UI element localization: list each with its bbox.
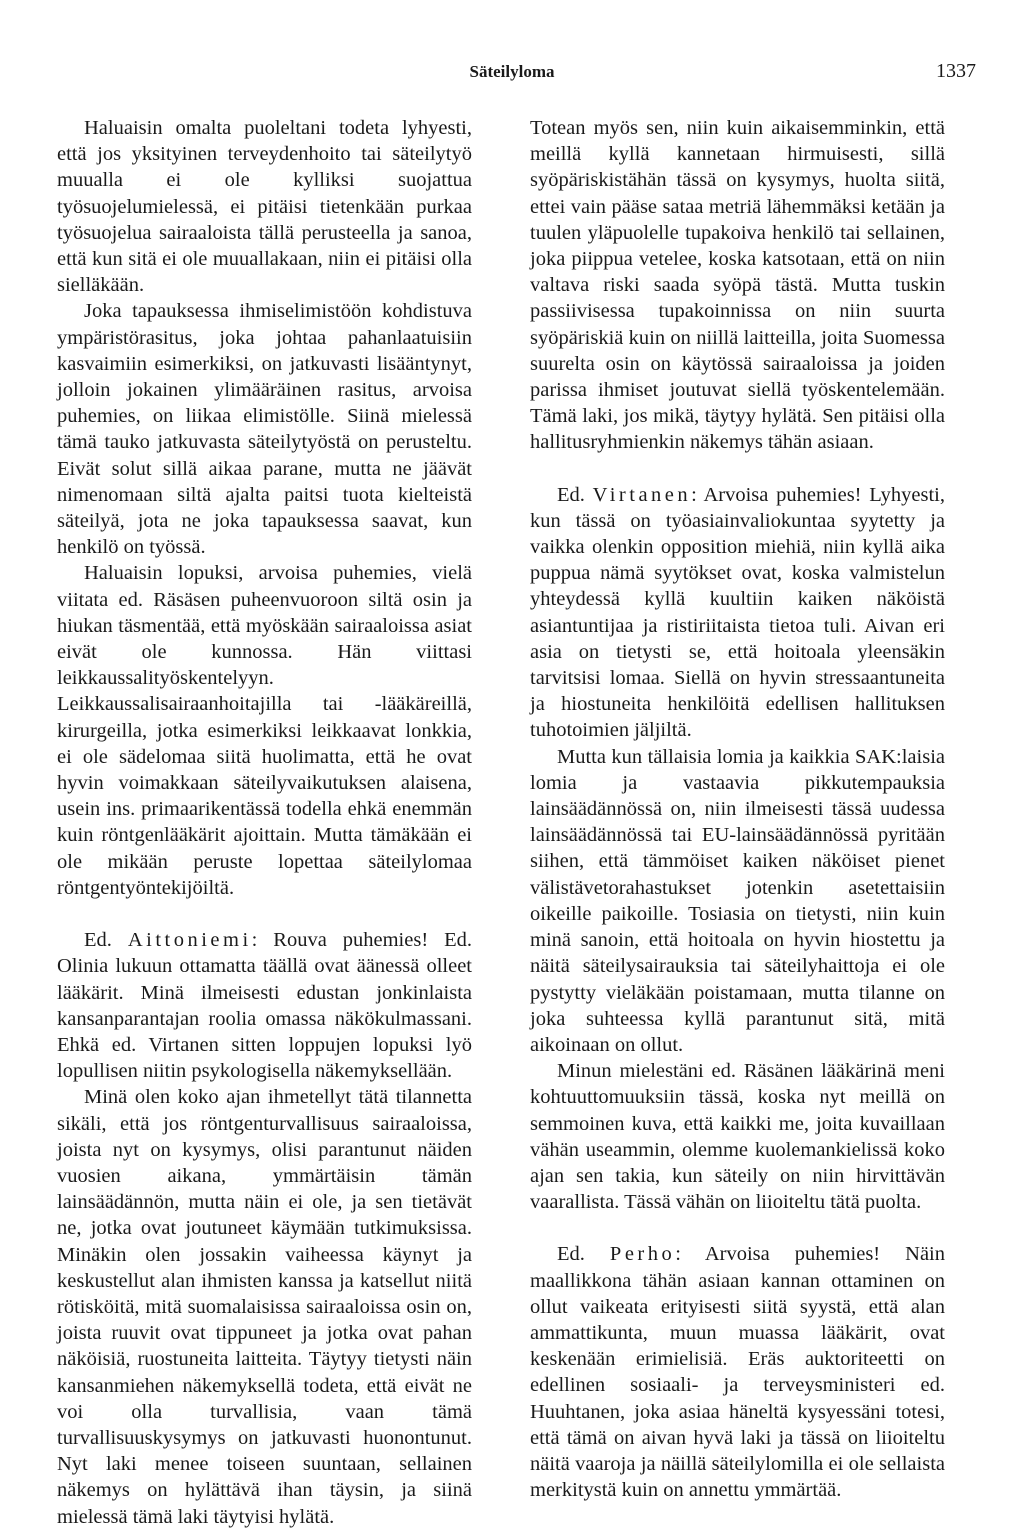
speech-text: : Arvoisa puhemies! Näin maallikkona tähän asiaan kannan ottaminen on ollut vaikeata erityisesti siitä syystä, että alan ammattikunta, muun muassa lääkärit, ovat keskenään erimielisiä. Eräs auktoriteetti on edellinen sosiaali- ja terveysministeri ed. Huuhtanen, joka asiaa häneltä kysyessäni totesi, että tämä on aivan hyvä laki ja tässä on liioiteltu näitä vaaroja ja näillä säteilylomilla ei ole sellaista merkitystä kuin on annettu ymmärtää. [530, 1243, 945, 1502]
speech-aittoniemi [57, 927, 472, 1084]
speaker-name: Perho [609, 1243, 676, 1266]
speech-text: : Rouva puhemies! Ed. Olinia lukuun ottamatta täällä ovat äänessä olleet lääkärit. Minä ilmeisesti edustan jonkinlaista kansanparantajan roolia omassa näkökulmassani. Ehkä ed. Virtanen sitten loppujen lopuksi lyö lopullisen niitin psykologisella näkemyksellään. [57, 929, 472, 1083]
speaker-prefix: Ed. [557, 1243, 585, 1266]
speaker-name: Virtanen [592, 483, 692, 506]
paragraph: Mutta kun tällaisia lomia ja kaikkia SAK:laisia lomia ja vastaavia pikkutempauksia lainsäädännössä on, niin ilmeisesti tässä uudessa lainsäädännössä tai EU-lainsäädännössä pyritään siihen, että tämmöiset kaiken näköiset pienet välistävetorahastukset jotenkin asetettaisiin oikeille paikoille. Tosiasia on tietysti, niin kuin minä sanoin, että hoitoala on hyvin hiostettu ja näitä säteilysairauksia tai säteilyhaittoja ei ole pystytty vieläkään poistamaan, mutta tilanne on joka suhteessa kyllä parantunut sitä, mitä aikoinaan on ollut. [530, 745, 945, 1056]
paragraph: Minä olen koko ajan ihmetellyt tätä tilannetta sikäli, että jos röntgenturvallisuus sairaaloissa, joista nyt on kysymys, olisi parantunut näiden vuosien aikana, ymmärtäisin tämän lainsäädännön, mutta näin ei ole, ja sen tietävät ne, jotka ovat joutuneet käymään tutkimuksissa. Minäkin olen jossakin vaiheessa käynyt ja keskustellut alan ihmisten kanssa ja katsellut niitä rötisköitä, mitä suomalaisissa sairaaloissa osin on, joista ruuvit ovat tippuneet ja jotka ovat pahan näköisiä, ruostuneita laitteita. Täytyy tietysti näin kansanmiehen näkemyksellä todeta, että eivät ne voi olla turvallisia, vaan tämä turvallisuuskysymys on jatkuvasti huonontunut. Nyt laki menee toiseen suuntaan, sellainen näkemys on hylättävä ihan täysin, ja siinä mielessä tämä laki täytyisi hylätä. [57, 1086, 472, 1528]
paragraph: Haluaisin omalta puoleltani todeta lyhyesti, että jos yksityinen terveydenhoito tai säteilytyö muualla ei ole kylliksi suojattua työsuojelumielessä, ei pitäisi tietenkään purkaa työsuojelua sairaaloista tällä perusteella ja sanoa, että kun sitä ei ole muuallakaan, niin ei pitäisi olla sielläkään. [57, 117, 472, 297]
speaker-prefix: Ed. [557, 483, 585, 506]
paragraph: Joka tapauksessa ihmiselimistöön kohdistuva ympäristörasitus, joka johtaa pahanlaatuisiin kasvaimiin esimerkiksi, on jatkuvasti lisääntynyt, jolloin jokainen ylimääräinen rasitus, arvoisa puhemies, on liikaa elimistölle. Siinä mielessä tämä tauko jatkuvasta säteilytyöstä on perusteltu. Eivät solut sillä aikaa parane, mutta ne jäävät nimenomaan siltä ajalta paitsi tuota kielteistä säteilyä, jota ne joka tapauksessa saavat, kun henkilö on työssä. [57, 300, 472, 559]
paragraph: Totean myös sen, niin kuin aikaisemminkin, että meillä kyllä kannetaan hirmuisesti, sillä syöpäriskistähän tässä on kysymys, huolta siitä, ettei vain pääse sataa metriä lähemmäksi ketään ja tuulen yläpuolelle tupakoiva henkilö tai sellainen, joka piippua vetelee, koska katsotaan, että on niin valtava riski saada syöpä tästä. Mutta tuskin passiivisessa tupakoinnissa on niin suurta syöpäriskiä kuin on niillä laitteilla, joita Suomessa suurelta osin on käytössä sairaaloissa ja joiden parissa ihmiset joutuvat siellä työskentelemään. Tämä laki, jos mikä, täytyy hylätä. Sen pitäisi olla hallitusryhmienkin näkemys tähän asiaan. [530, 117, 945, 454]
paragraph: Minun mielestäni ed. Räsänen lääkärinä meni kohtuuttomuuksiin tässä, koska nyt meillä on semmoinen kuva, että kaikki me, joita kuvaillaan vähän useammin, olemme kuolemankielissä koko ajan sen takia, kun säteily on niin hirvittävän vaarallista. Tässä vähän on liioiteltu tätä puolta. [530, 1060, 945, 1214]
paragraph: Haluaisin lopuksi, arvoisa puhemies, vielä viitata ed. Räsäsen puheenvuoroon siltä osin ja hiukan täsmentää, että myöskään sairaaloissa asiat eivät ole kunnossa. Hän viittasi leikkaussalityöskentelyyn. Leikkaussalisairaanhoitajilla tai -lääkäreillä, kirurgeilla, jotka esimerkiksi leikkaavat lonkkia, ei ole sädelomaa siitä huolimatta, että he ovat hyvin voimakkaan säteilyvaikutuksen alaisena, usein ins. primaarikentässä todella ehkä enemmän kuin röntgenlääkärit ajoittain. Mutta tämäkään ei ole mikään peruste lopettaa säteilylomaa röntgentyöntekijöiltä. [57, 562, 472, 899]
speech-text: : Arvoisa puhemies! Lyhyesti, kun tässä on työasiainvaliokuntaa syytetty ja vaikka olenkin opposition miehiä, niin kyllä aika puppua nämä syytökset ovat, koska valmistelun yhteydessä kyllä kuultiin kaiken näköistä asiantuntijaa ja ristiriitaista tietoa tuli. Aivan eri asia on tietysti se, että hoitoala yleensäkin tarvitsisi lomaa. Siellä on hyvin stressaantuneita ja hiostuneita henkilöitä edellisen hallituksen tuhotoimien jäljiltä. [530, 483, 945, 742]
right-column [530, 115, 945, 1503]
speaker-name: Aittoniemi [127, 929, 252, 952]
page-number: 1337 [936, 60, 976, 82]
speech-virtanen [530, 482, 945, 744]
speaker-prefix: Ed. [84, 929, 112, 952]
left-column [57, 115, 472, 1530]
speech-perho [530, 1241, 945, 1503]
running-title: Säteilyloma [469, 62, 555, 81]
